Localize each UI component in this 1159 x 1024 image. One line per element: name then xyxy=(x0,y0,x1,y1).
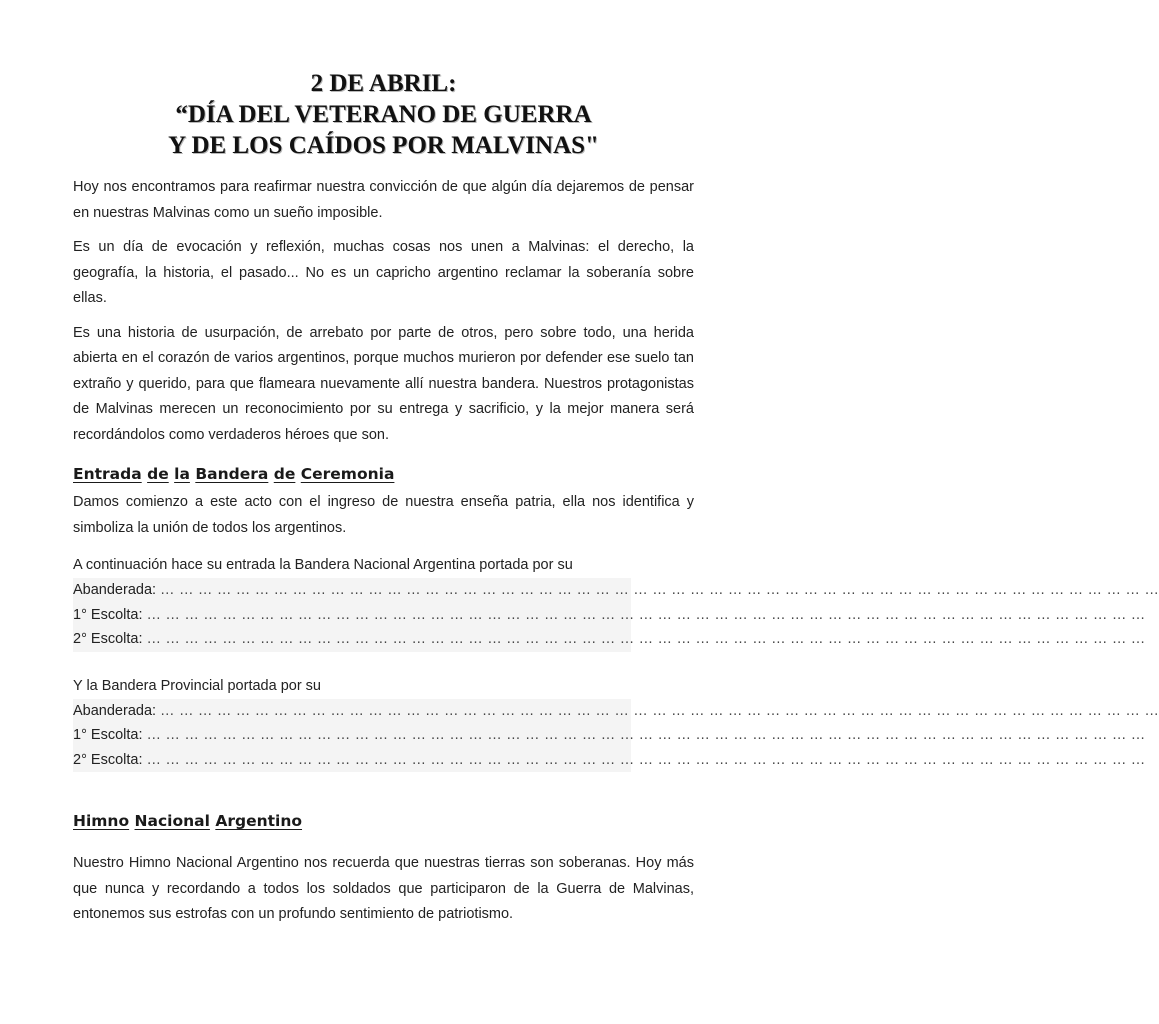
flag-entry-heading xyxy=(73,461,694,487)
provincial-flag-block xyxy=(73,674,1159,773)
heading-word: Entrada xyxy=(73,465,142,483)
bearer-label: 1° Escolta: xyxy=(73,727,143,743)
national-flag-bearer-row xyxy=(73,578,1159,603)
national-second-escort-row xyxy=(73,627,1146,652)
title-line-1: 2 DE ABRIL: xyxy=(310,70,457,97)
bearer-blank-line: … … … … … … … … … … … … … … … … … … … … … … … … … … … … … … … … … … … … … … … … … … … … … … … … … … … … … xyxy=(146,606,1146,623)
provincial-second-escort-row xyxy=(73,748,1146,773)
document-title xyxy=(73,68,694,161)
heading-word: Bandera xyxy=(195,465,269,483)
provincial-flag-bearer-row xyxy=(73,699,1159,724)
title-line-3: Y DE LOS CAÍDOS POR MALVINAS" xyxy=(168,132,599,159)
bearer-blank-line: … … … … … … … … … … … … … … … … … … … … … … … … … … … … … … … … … … … … … … … … … … … … … … … … … … … … … xyxy=(146,751,1146,768)
bearer-label: Abanderada: xyxy=(73,702,157,719)
bearer-blank-line: … … … … … … … … … … … … … … … … … … … … … … … … … … … … … … … … … … … … … … … … … … … … … … … … … … … … … xyxy=(146,631,1146,647)
intro-paragraph-2: Es un día de evocación y reflexión, muchas cosas nos unen a Malvinas: el derecho, la geografía, la historia, el pasado... No es un capricho argentino reclamar la soberanía sobre ellas. xyxy=(73,239,694,306)
heading-word: de xyxy=(147,465,169,483)
title-line-2: “DÍA DEL VETERANO DE GUERRA xyxy=(175,101,592,128)
bearer-label: 1° Escolta: xyxy=(73,606,143,623)
intro-paragraph-3: Es una historia de usurpación, de arrebato por parte de otros, pero sobre todo, una herida abierta en el corazón de varios argentinos, porque muchos murieron por defender ese suelo tan extraño y querido, para que flameara nuevamente allí nuestra bandera. Nuestros protagonistas de Malvinas merecen un reconocimiento por su entrega y sacrificio, y la mejor manera será recordándolos como verdaderos héroes que son. xyxy=(73,324,694,443)
national-anthem-paragraph: Nuestro Himno Nacional Argentino nos recuerda que nuestras tierras son soberanas. Hoy más que nunca y recordando a todos los soldados que participaron de la Guerra de Malvinas, entonemos sus estrofas con un profundo sentimiento de patriotismo. xyxy=(73,855,694,922)
bearer-label: 2° Escolta: xyxy=(73,751,143,768)
intro-paragraph-1: Hoy nos encontramos para reafirmar nuestra convicción de que algún día dejaremos de pensar en nuestras Malvinas como un sueño imposible. xyxy=(73,179,694,221)
bearer-label: Abanderada: xyxy=(73,582,157,598)
bearer-blank-line: … … … … … … … … … … … … … … … … … … … … … … … … … … … … … … … … … … … … … … … … … … … … … … … … … … … … … xyxy=(160,582,1159,598)
bearer-label: 2° Escolta: xyxy=(73,631,143,647)
heading-word: Ceremonia xyxy=(300,465,395,483)
bearer-blank-line: … … … … … … … … … … … … … … … … … … … … … … … … … … … … … … … … … … … … … … … … … … … … … … … … … … … … … xyxy=(160,702,1159,719)
national-first-escort-row xyxy=(73,603,1146,628)
heading-word: la xyxy=(174,465,190,483)
flag-entry-paragraph: Damos comienzo a este acto con el ingreso de nuestra enseña patria, ella nos identifica y simboliza la unión de todos los argentinos. xyxy=(73,494,694,536)
heading-word: Argentino xyxy=(215,812,303,830)
heading-word: de xyxy=(273,465,296,483)
heading-word: Nacional xyxy=(134,812,210,830)
national-anthem-heading xyxy=(73,808,694,834)
national-flag-block xyxy=(73,553,1159,652)
national-flag-intro: A continuación hace su entrada la Bandera Nacional Argentina portada por su xyxy=(73,557,573,573)
provincial-flag-intro: Y la Bandera Provincial portada por su xyxy=(73,677,321,694)
bearer-blank-line: … … … … … … … … … … … … … … … … … … … … … … … … … … … … … … … … … … … … … … … … … … … … … … … … … … … … … xyxy=(146,727,1146,743)
provincial-first-escort-row xyxy=(73,723,1146,748)
document-page xyxy=(73,68,1159,937)
heading-word: Himno xyxy=(73,812,130,830)
